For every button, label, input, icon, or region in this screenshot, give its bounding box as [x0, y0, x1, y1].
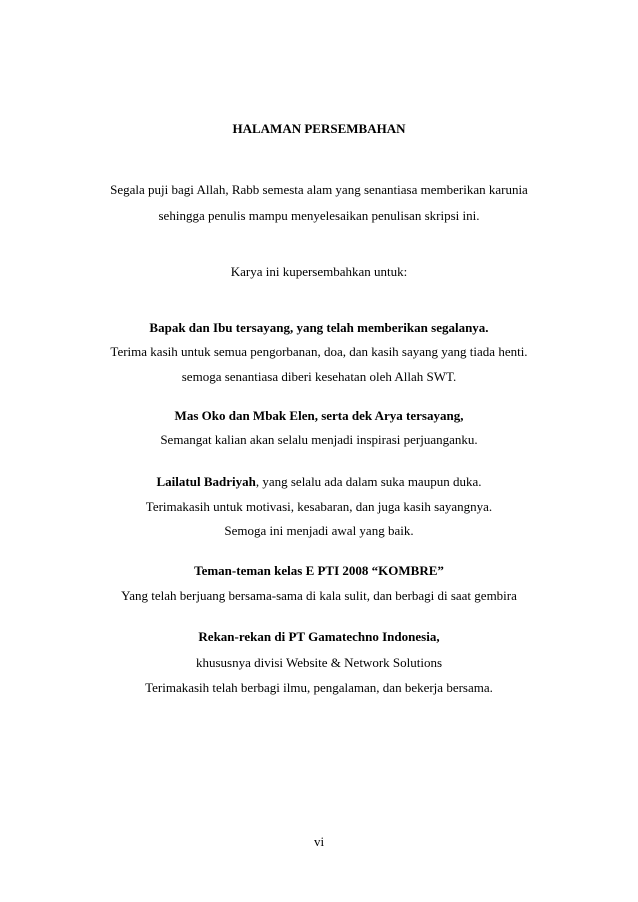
section-parents-line: semoga senantiasa diberi kesehatan oleh Allah SWT. [181, 369, 457, 384]
section-classmates-heading: Teman-teman kelas E PTI 2008 “KOMBRE” [194, 563, 444, 578]
page-title: HALAMAN PERSEMBAHAN [232, 121, 406, 136]
page-number: vi [313, 834, 325, 849]
section-parents-line: Terima kasih untuk semua pengorbanan, doa, dan kasih sayang yang tiada henti. [110, 344, 528, 359]
section-partner-line: Terimakasih untuk motivasi, kesabaran, dan juga kasih sayangnya. [145, 499, 493, 514]
section-siblings-line: Semangat kalian akan selalu menjadi inspirasi perjuanganku. [160, 432, 478, 447]
section-colleagues-line: khususnya divisi Website & Network Solutions [195, 655, 443, 670]
partner-heading-rest: , yang selalu ada dalam suka maupun duka. [255, 474, 482, 489]
intro-line-1: Segala puji bagi Allah, Rabb semesta alam yang senantiasa memberikan karunia [110, 182, 528, 197]
section-partner-heading [0, 474, 638, 490]
section-colleagues-line: Terimakasih telah berbagi ilmu, pengalaman, dan bekerja bersama. [145, 680, 493, 695]
section-classmates-line: Yang telah berjuang bersama-sama di kala sulit, dan berbagi di saat gembira [121, 588, 517, 603]
dedication-lead: Karya ini kupersembahkan untuk: [230, 264, 408, 279]
section-partner-line: Semoga ini menjadi awal yang baik. [224, 523, 414, 538]
partner-name: Lailatul Badriyah [156, 474, 256, 489]
section-colleagues-heading: Rekan-rekan di PT Gamatechno Indonesia, [198, 629, 440, 644]
section-siblings-heading: Mas Oko dan Mbak Elen, serta dek Arya tersayang, [174, 408, 464, 423]
section-parents-heading: Bapak dan Ibu tersayang, yang telah memberikan segalanya. [149, 320, 489, 335]
intro-line-2: sehingga penulis mampu menyelesaikan penulisan skripsi ini. [158, 208, 480, 223]
